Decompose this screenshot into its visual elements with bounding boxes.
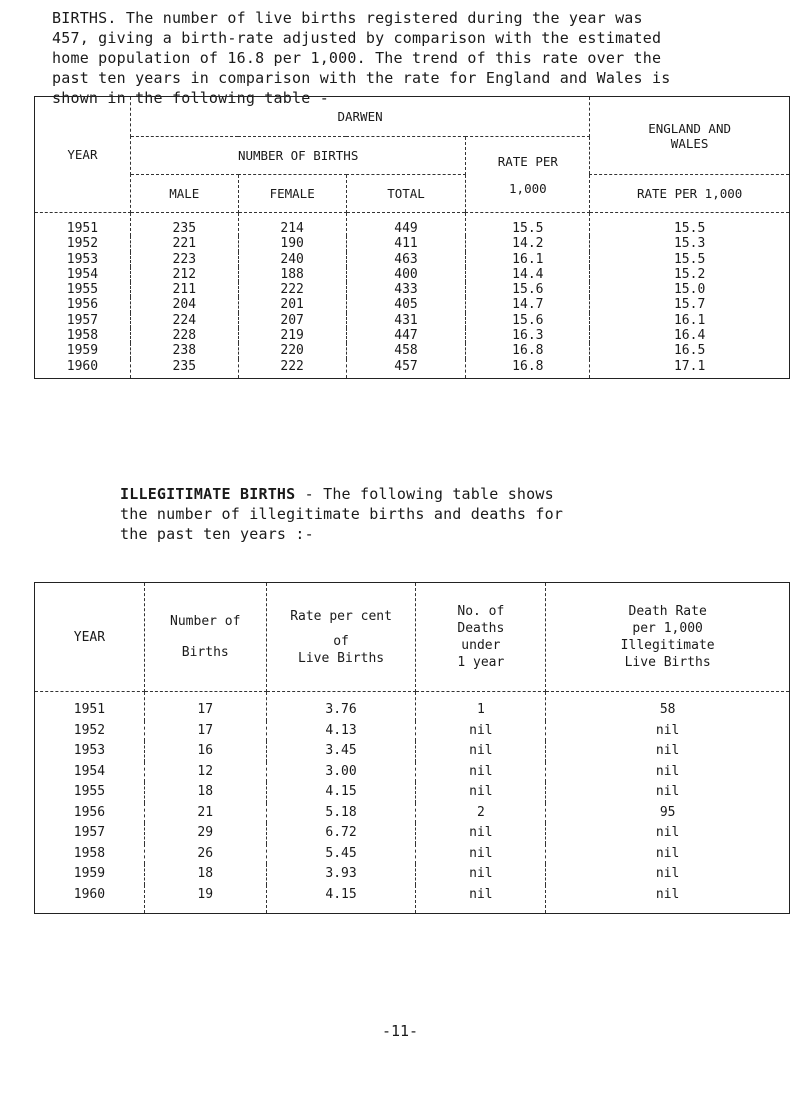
cell-year: 1959 — [35, 343, 131, 358]
table-row — [35, 359, 790, 379]
group-header-number-of-births: NUMBER OF BIRTHS — [130, 137, 466, 175]
col-header-total: TOTAL — [346, 175, 466, 213]
cell-deaths: nil — [416, 864, 546, 885]
number-line1: Number of — [170, 614, 241, 629]
cell-rate: 14.2 — [466, 236, 590, 251]
cell-rate: 15.5 — [466, 213, 590, 237]
table-row — [35, 803, 790, 824]
table-row — [35, 721, 790, 742]
table-row — [35, 762, 790, 783]
cell-deaths: 1 — [416, 692, 546, 721]
cell-female: 207 — [238, 313, 346, 328]
cell-rate: 14.4 — [466, 267, 590, 282]
intro-line: past ten years in comparison with the rate for England and Wales is — [52, 69, 671, 87]
cell-female: 240 — [238, 252, 346, 267]
cell-ew-rate: 16.1 — [673, 312, 706, 328]
illegitimate-table-body — [35, 692, 790, 914]
cell-total: 458 — [346, 343, 466, 358]
cell-births: 17 — [144, 721, 266, 742]
illegit-heading: ILLEGITIMATE BIRTHS — [120, 485, 296, 503]
cell-rate: 5.45 — [266, 844, 416, 865]
england-wales-line2: WALES — [670, 135, 709, 151]
cell-births: 16 — [144, 741, 266, 762]
cell-death-rate: nil — [655, 825, 680, 840]
table-row — [35, 297, 790, 312]
cell-ew-rate: 15.7 — [673, 297, 706, 313]
col-header-number-of-births — [144, 583, 266, 692]
cell-female: 222 — [238, 359, 346, 379]
table-row — [35, 885, 790, 914]
cell-death-rate: nil — [655, 743, 680, 758]
rate-line1: Rate per cent — [290, 608, 392, 624]
cell-rate: 15.6 — [466, 282, 590, 297]
births-table — [34, 96, 790, 379]
table-row — [35, 864, 790, 885]
cell-rate: 16.8 — [466, 343, 590, 358]
cell-death-rate: nil — [655, 845, 680, 861]
cell-rate: 15.6 — [466, 313, 590, 328]
intro-line: 457, giving a birth-rate adjusted by comparison with the estimated — [52, 29, 662, 47]
rate-line2: of — [333, 633, 349, 649]
cell-deaths: nil — [416, 885, 546, 914]
cell-year: 1952 — [35, 721, 145, 742]
cell-female: 219 — [238, 328, 346, 343]
deaths-line4: 1 year — [457, 655, 505, 670]
table-row — [35, 692, 790, 721]
cell-death-rate: 58 — [659, 702, 676, 717]
cell-rate: 4.13 — [266, 721, 416, 742]
cell-year: 1957 — [35, 313, 131, 328]
cell-total: 400 — [346, 267, 466, 282]
cell-female: 201 — [238, 297, 346, 312]
table-row — [35, 213, 790, 237]
cell-year: 1958 — [35, 328, 131, 343]
births-intro-paragraph — [52, 8, 670, 108]
cell-ew-rate: 16.4 — [673, 328, 706, 344]
cell-male: 235 — [130, 213, 238, 237]
cell-rate: 4.15 — [266, 782, 416, 803]
cell-female: 214 — [238, 213, 346, 237]
table-row — [35, 782, 790, 803]
table-row — [35, 343, 790, 358]
cell-rate: 16.8 — [466, 359, 590, 379]
cell-female: 188 — [238, 267, 346, 282]
cell-male: 223 — [130, 252, 238, 267]
col-header-year: YEAR — [35, 97, 131, 213]
cell-ew-rate: 15.3 — [673, 236, 706, 252]
cell-births: 19 — [144, 885, 266, 914]
cell-male: 238 — [130, 343, 238, 358]
cell-death-rate: nil — [655, 886, 680, 902]
cell-rate: 4.15 — [266, 885, 416, 914]
cell-male: 224 — [130, 313, 238, 328]
cell-year: 1955 — [35, 282, 131, 297]
number-line2: Births — [181, 645, 229, 660]
cell-births: 29 — [144, 823, 266, 844]
births-table-body — [35, 213, 790, 379]
cell-death-rate: nil — [655, 722, 680, 738]
death-rate-line3: Illegitimate — [620, 638, 715, 653]
death-rate-line4: Live Births — [624, 655, 711, 670]
col-header-death-rate — [546, 583, 790, 692]
cell-rate: 3.93 — [266, 864, 416, 885]
col-header-deaths-under-1 — [416, 583, 546, 692]
cell-rate: 14.7 — [466, 297, 590, 312]
table-row — [35, 741, 790, 762]
cell-year: 1956 — [35, 803, 145, 824]
cell-total: 463 — [346, 252, 466, 267]
cell-year: 1955 — [35, 782, 145, 803]
cell-total: 433 — [346, 282, 466, 297]
col-header-england-rate: RATE PER 1,000 — [590, 175, 790, 213]
cell-rate: 3.00 — [266, 762, 416, 783]
cell-deaths: nil — [416, 721, 546, 742]
page-number: -11- — [381, 1022, 419, 1040]
cell-deaths: nil — [416, 741, 546, 762]
cell-rate: 3.76 — [266, 692, 416, 721]
cell-death-rate: nil — [655, 784, 680, 799]
col-header-year: YEAR — [35, 583, 145, 692]
cell-total: 457 — [346, 359, 466, 379]
cell-deaths: nil — [416, 844, 546, 865]
cell-ew-rate: 15.2 — [673, 266, 706, 282]
death-rate-line1: Death Rate — [628, 604, 707, 619]
illegitimate-births-table — [34, 582, 790, 914]
cell-births: 17 — [144, 692, 266, 721]
table-row — [35, 236, 790, 251]
cell-deaths: nil — [416, 762, 546, 783]
cell-ew-rate: 15.5 — [673, 221, 706, 236]
cell-total: 447 — [346, 328, 466, 343]
deaths-line2: Deaths — [457, 621, 505, 636]
col-header-male: MALE — [130, 175, 238, 213]
cell-births: 21 — [144, 803, 266, 824]
intro-line: home population of 16.8 per 1,000. The trend of this rate over the — [52, 49, 662, 67]
col-header-rate-per-1000 — [466, 137, 590, 213]
cell-male: 235 — [130, 359, 238, 379]
cell-year: 1954 — [35, 762, 145, 783]
table-row — [35, 844, 790, 865]
cell-male: 221 — [130, 236, 238, 251]
cell-ew-rate: 15.5 — [673, 251, 706, 267]
cell-total: 405 — [346, 297, 466, 312]
intro-line: BIRTHS. The number of live births registered during the year was — [52, 9, 643, 27]
cell-year: 1959 — [35, 864, 145, 885]
cell-rate: 5.18 — [266, 803, 416, 824]
cell-year: 1953 — [35, 741, 145, 762]
deaths-line3: under — [461, 638, 501, 653]
cell-ew-rate: 16.5 — [673, 343, 706, 359]
deaths-line1: No. of — [457, 604, 505, 619]
cell-deaths: 2 — [416, 803, 546, 824]
cell-deaths: nil — [416, 823, 546, 844]
death-rate-line2: per 1,000 — [632, 621, 703, 636]
table-row — [35, 328, 790, 343]
cell-year: 1957 — [35, 823, 145, 844]
cell-year: 1960 — [35, 359, 131, 379]
table-row — [35, 823, 790, 844]
cell-female: 190 — [238, 236, 346, 251]
cell-year: 1952 — [35, 236, 131, 251]
cell-year: 1960 — [35, 885, 145, 914]
cell-rate: 6.72 — [266, 823, 416, 844]
table-row — [35, 252, 790, 267]
cell-year: 1956 — [35, 297, 131, 312]
rate-line1: RATE PER — [497, 153, 558, 169]
cell-year: 1951 — [35, 213, 131, 237]
cell-total: 449 — [346, 213, 466, 237]
england-wales-line1: ENGLAND AND — [648, 120, 732, 136]
rate-line2: 1,000 — [509, 180, 547, 196]
cell-year: 1958 — [35, 844, 145, 865]
illegit-line1-rest: - The following table shows — [295, 485, 554, 503]
cell-year: 1954 — [35, 267, 131, 282]
cell-death-rate: nil — [655, 763, 680, 779]
cell-male: 228 — [130, 328, 238, 343]
cell-year: 1951 — [35, 692, 145, 721]
table-row — [35, 313, 790, 328]
cell-male: 212 — [130, 267, 238, 282]
cell-births: 18 — [144, 864, 266, 885]
table-row — [35, 267, 790, 282]
cell-female: 220 — [238, 343, 346, 358]
cell-male: 211 — [130, 282, 238, 297]
cell-rate: 16.1 — [466, 252, 590, 267]
table-row — [35, 282, 790, 297]
cell-ew-rate: 15.0 — [673, 282, 706, 298]
cell-ew-rate: 17.1 — [673, 358, 706, 374]
cell-total: 431 — [346, 313, 466, 328]
cell-death-rate: 95 — [659, 804, 676, 820]
group-header-darwen: DARWEN — [130, 97, 589, 137]
cell-death-rate: nil — [655, 866, 680, 881]
cell-year: 1953 — [35, 252, 131, 267]
col-header-female: FEMALE — [238, 175, 346, 213]
rate-line3: Live Births — [298, 650, 385, 666]
group-header-england-wales — [590, 97, 790, 175]
cell-deaths: nil — [416, 782, 546, 803]
col-header-rate-per-cent — [266, 583, 416, 692]
cell-female: 222 — [238, 282, 346, 297]
cell-births: 26 — [144, 844, 266, 865]
illegitimate-births-paragraph — [120, 484, 563, 544]
cell-rate: 3.45 — [266, 741, 416, 762]
intro-line: shown in the following table - — [52, 89, 329, 107]
cell-births: 12 — [144, 762, 266, 783]
cell-male: 204 — [130, 297, 238, 312]
illegit-line2: the number of illegitimate births and deaths for — [120, 505, 564, 523]
cell-total: 411 — [346, 236, 466, 251]
cell-rate: 16.3 — [466, 328, 590, 343]
illegit-line3: the past ten years :- — [120, 525, 314, 543]
illegit-line1 — [120, 484, 563, 504]
cell-births: 18 — [144, 782, 266, 803]
